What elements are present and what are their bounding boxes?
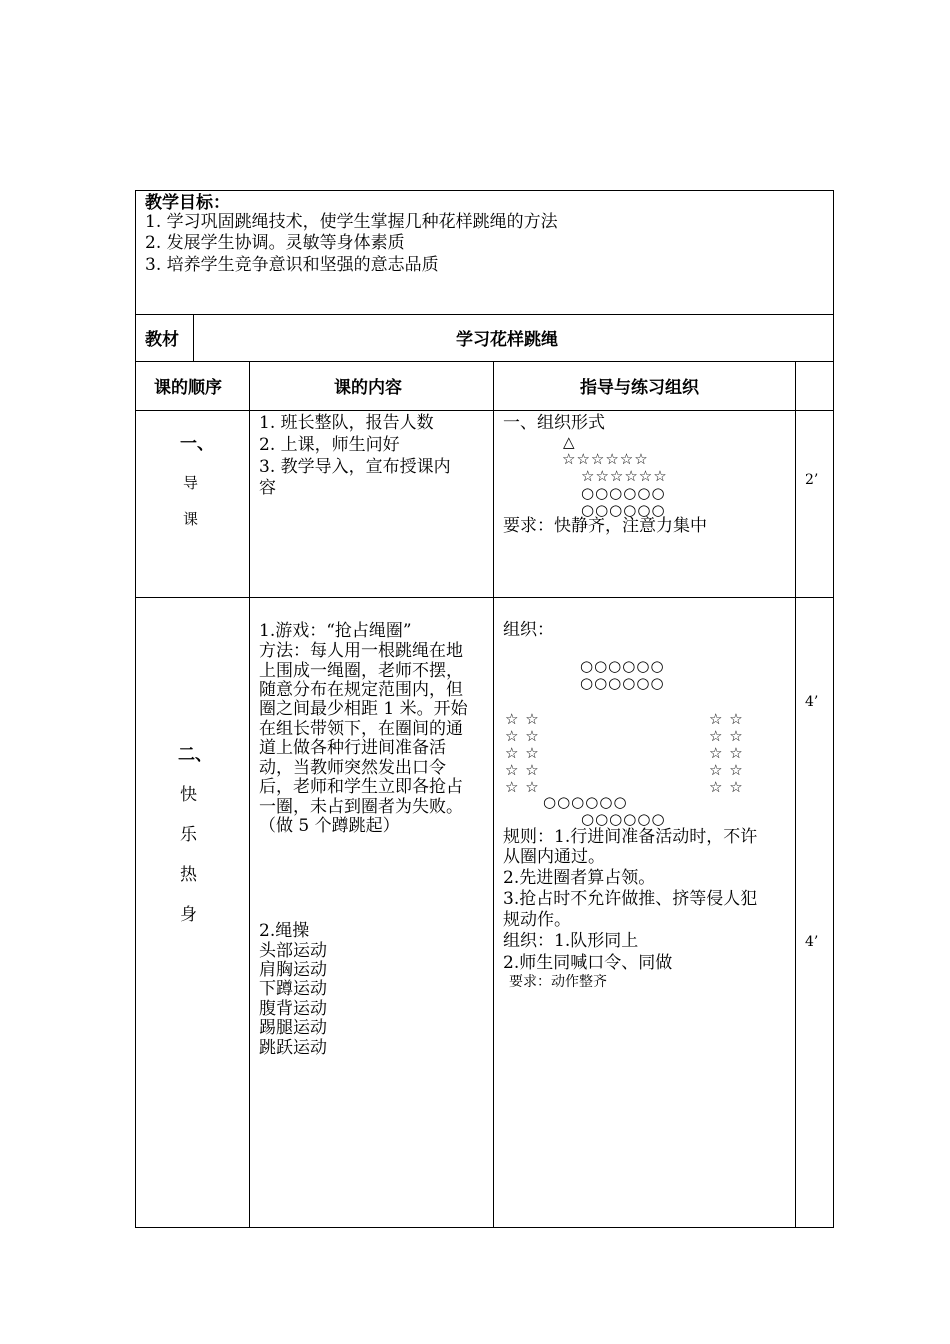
section2-rope-line: 2.绳操	[259, 921, 310, 941]
table-border-top	[135, 190, 834, 191]
header-guidance: 指导与练习组织	[580, 378, 699, 398]
section2-rule-line: 组织：1.队形同上	[503, 931, 639, 951]
section2-content-line: 道上做各种行进间准备活	[259, 738, 446, 758]
section1-name-char: 课	[183, 510, 199, 528]
section1-org-title: 一、组织形式	[503, 413, 605, 433]
material-label: 教材	[145, 330, 179, 350]
section2-content-line: 1.游戏：“抢占绳圈”	[259, 621, 412, 641]
section1-content-item: 2. 上课，师生问好	[259, 435, 400, 455]
row-divider-header	[135, 410, 834, 411]
section1-name-char: 导	[183, 474, 199, 492]
section1-number: 一、	[180, 434, 214, 454]
section2-requirement: 要求：动作整齐	[509, 974, 607, 990]
section2-rule-line: 规则：1.行进间准备活动时，不许	[503, 827, 758, 847]
section2-rule-line: 规动作。	[503, 910, 571, 930]
stars-right-row: ☆ ☆	[709, 727, 744, 745]
stars-right-row: ☆ ☆	[709, 744, 744, 762]
col-divider-content	[493, 361, 494, 1228]
section2-rope-line: 腹背运动	[259, 999, 327, 1019]
circles-row: ○○○○○○	[543, 793, 628, 811]
header-order: 课的顺序	[154, 378, 222, 398]
section2-content-line: 动，当教师突然发出口令	[259, 758, 446, 778]
stars-right-row: ☆ ☆	[709, 761, 744, 779]
material-title: 学习花样跳绳	[456, 330, 558, 350]
section2-content-line: （做 5 个蹲跳起）	[259, 816, 400, 836]
col-divider-guidance	[795, 361, 796, 1228]
stars-left-row: ☆ ☆	[505, 727, 540, 745]
section2-rule-line: 3.抢占时不允许做推、挤等侵人犯	[503, 889, 758, 909]
section2-rope-line: 下蹲运动	[259, 979, 327, 999]
stars-left-row: ☆ ☆	[505, 744, 540, 762]
stars-right-row: ☆ ☆	[709, 778, 744, 796]
col-divider-order	[249, 361, 250, 1228]
section2-rope-line: 跳跃运动	[259, 1038, 327, 1058]
stars-right-row: ☆ ☆	[709, 710, 744, 728]
section2-content-line: 一圈，未占到圈者为失败。	[259, 797, 463, 817]
section2-org-label: 组织：	[503, 620, 554, 640]
section2-rule-line: 2.先进圈者算占领。	[503, 868, 656, 888]
section2-time: 4’	[805, 934, 819, 950]
circles-row: ○○○○○○	[580, 657, 665, 675]
row-divider-section1	[135, 597, 834, 598]
section2-name-char: 身	[180, 905, 197, 925]
section2-rope-line: 踢腿运动	[259, 1018, 327, 1038]
table-border-bottom	[135, 1227, 834, 1228]
section2-name-char: 热	[180, 865, 197, 885]
student-circles-row: ○○○○○○	[581, 484, 666, 502]
section1-content-item: 3. 教学导入，宣布授课内	[259, 457, 451, 477]
section2-time: 4’	[805, 694, 819, 710]
table-border-right	[833, 190, 834, 1228]
section2-content-line: 后，老师和学生立即各抢占	[259, 777, 463, 797]
stars-left-row: ☆ ☆	[505, 710, 540, 728]
section2-rule-line: 2.师生同喊口令、同做	[503, 953, 673, 973]
section2-name-char: 快	[180, 785, 197, 805]
circles-row: ○○○○○○	[580, 674, 665, 692]
header-content: 课的内容	[334, 378, 402, 398]
objectives-heading: 教学目标：	[145, 193, 230, 213]
stars-left-row: ☆ ☆	[505, 778, 540, 796]
material-divider	[193, 314, 194, 362]
section2-rule-line: 从圈内通过。	[503, 847, 605, 867]
section2-content-line: 圈之间最少相距 1 米。开始	[259, 699, 468, 719]
section2-rope-line: 肩胸运动	[259, 960, 327, 980]
table-border-left	[135, 190, 136, 1228]
stars-left-row: ☆ ☆	[505, 761, 540, 779]
row-divider-objectives	[135, 314, 834, 315]
objective-item: 2. 发展学生协调。灵敏等身体素质	[145, 233, 405, 253]
objective-item: 3. 培养学生竞争意识和坚强的意志品质	[145, 255, 439, 275]
student-stars-row: ☆☆☆☆☆☆	[562, 450, 649, 468]
row-divider-material	[135, 361, 834, 362]
section2-content-line: 上围成一绳圈，老师不摆，	[259, 661, 463, 681]
teacher-triangle-icon: △	[563, 433, 576, 451]
circles-row: ○○○○○○	[581, 810, 666, 828]
section1-requirement: 要求：快静齐，注意力集中	[503, 516, 707, 536]
student-circles-row: ○○○○○○	[581, 501, 666, 519]
section1-content-item: 容	[259, 478, 276, 498]
student-stars-row: ☆☆☆☆☆☆	[581, 467, 668, 485]
section2-rope-line: 头部运动	[259, 941, 327, 961]
section2-name-char: 乐	[180, 825, 197, 845]
objective-item: 1. 学习巩固跳绳技术，使学生掌握几种花样跳绳的方法	[145, 212, 558, 232]
section1-time: 2’	[805, 472, 819, 488]
section2-content-line: 方法：每人用一根跳绳在地	[259, 641, 463, 661]
section1-content-item: 1. 班长整队，报告人数	[259, 413, 434, 433]
section2-number: 二、	[178, 745, 212, 765]
section2-content-line: 在组长带领下，在圈间的通	[259, 719, 463, 739]
section2-content-line: 随意分布在规定范围内，但	[259, 680, 463, 700]
